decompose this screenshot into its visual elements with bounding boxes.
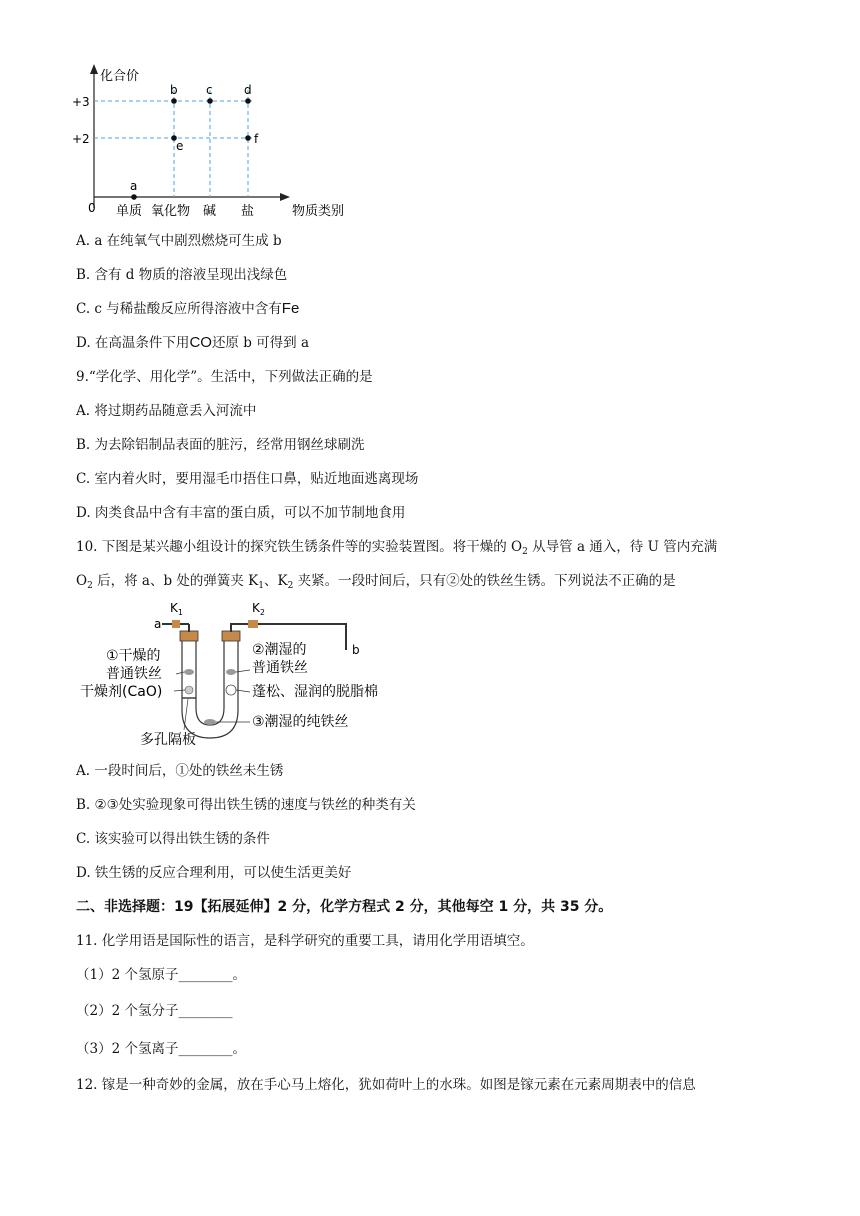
point-d [245, 98, 251, 104]
q10-option-b: B. ②③处实验现象可得出铁生锈的速度与铁丝的种类有关 [76, 797, 416, 813]
q10-option-d: D. 铁生锈的反应合理利用，可以使生活更美好 [76, 865, 352, 881]
q11-part1: （1）2 个氢原子________。 [76, 967, 246, 983]
q10-stem-line1 [76, 538, 717, 561]
leader-desiccant [174, 690, 185, 691]
u-tube-inner [196, 638, 224, 725]
point-label-e: e [176, 139, 184, 153]
label-k2: $K_2$ [252, 601, 265, 617]
pure-iron-wire [204, 719, 216, 725]
section-2-heading: 二、非选择题：19【拓展延伸】2 分，化学方程式 2 分，其他每空 1 分，共 35 分。 [76, 899, 613, 915]
point-c [207, 98, 213, 104]
left-stopper [180, 631, 198, 641]
q10-stem2-d: 夹紧。一段时间后，只有②处的铁丝生锈。下列说法不正确的是 [293, 573, 676, 589]
y-tick-plus3: +3 [72, 95, 90, 109]
clamp-k2 [248, 620, 258, 628]
q9-stem: 9.“学化学、用化学”。生活中，下列做法正确的是 [76, 369, 373, 385]
u-tube-diagram [76, 598, 416, 748]
q11-stem: 11. 化学用语是国际性的语言，是科学研究的重要工具，请用化学用语填空。 [76, 933, 534, 949]
q8-option-c [76, 300, 299, 318]
q11-part3: （3）2 个氢离子________。 [76, 1041, 246, 1057]
point-label-b: b [170, 83, 178, 97]
q8-option-d-post: 还原 b 可得到 a [211, 335, 310, 351]
dry-iron-wire [184, 669, 194, 675]
x-cat-salt: 盐 [241, 204, 255, 219]
q10-option-a: A. 一段时间后，①处的铁丝未生锈 [76, 763, 284, 779]
q9-option-b: B. 为去除铝制品表面的脏污，经常用钢丝球刷洗 [76, 437, 365, 453]
q10-stem2-c: 、K [264, 573, 288, 589]
q8-option-d-co: CO [189, 334, 212, 351]
q9-option-c: C. 室内着火时，要用湿毛巾捂住口鼻，贴近地面逃离现场 [76, 471, 419, 487]
label-1-line2: 普通铁丝 [106, 666, 162, 682]
label-k1: $K_1$ [170, 601, 183, 617]
x-axis-label: 物质类别 [292, 204, 345, 219]
q10-stem2-a: O [76, 573, 88, 589]
right-stopper [222, 631, 240, 641]
q10-stem2-b: 后，将 a、b 处的弹簧夹 K [92, 573, 259, 589]
point-label-f: f [254, 132, 259, 146]
x-axis-arrow [280, 193, 290, 201]
clamp-k1 [172, 620, 180, 628]
label-a: a [154, 617, 162, 631]
q10-stem2-sub: 2 [87, 581, 93, 591]
q8-option-c-fe: Fe [281, 300, 300, 317]
q10-stem1-sub: 2 [522, 547, 528, 557]
q10-stem2-sub1: 1 [258, 581, 264, 591]
label-1-line1: ①干燥的 [106, 648, 161, 664]
x-cat-element: 单质 [116, 204, 143, 219]
wet-cotton [226, 685, 236, 695]
label-cotton: 蓬松、湿润的脱脂棉 [252, 684, 378, 700]
q9-option-d: D. 肉类食品中含有丰富的蛋白质，可以不加节制地食用 [76, 505, 406, 521]
wet-iron-wire [226, 669, 236, 675]
y-axis-arrow [90, 64, 98, 74]
q9-option-a: A. 将过期药品随意丢入河流中 [76, 403, 257, 419]
q10-stem-line2 [76, 572, 676, 595]
label-2-line1: ②潮湿的 [252, 642, 307, 658]
valence-chart [70, 60, 410, 220]
q10-option-c: C. 该实验可以得出铁生锈的条件 [76, 831, 270, 847]
point-label-a: a [130, 179, 138, 193]
q8-option-a: A. a 在纯氧气中剧烈燃烧可生成 b [76, 233, 282, 249]
point-b [171, 98, 177, 104]
label-b: b [352, 643, 360, 657]
point-a [131, 194, 137, 200]
q10-stem1-b: 从导管 a 通入，待 U 管内充满 [527, 539, 718, 555]
label-2-line2: 普通铁丝 [252, 660, 308, 676]
x-cat-base: 碱 [203, 204, 217, 219]
label-desiccant: 干燥剂(CaO) [80, 684, 163, 700]
leader-plate [184, 699, 188, 730]
y-axis-label: 化合价 [100, 69, 140, 84]
q8-option-b: B. 含有 d 物质的溶液呈现出浅绿色 [76, 267, 288, 283]
x-cat-oxide: 氧化物 [151, 204, 191, 219]
q8-option-d-pre: D. 在高温条件下用 [76, 335, 190, 351]
point-f [245, 135, 251, 141]
y-tick-plus2: +2 [72, 132, 90, 146]
desiccant [185, 686, 193, 694]
point-label-d: d [244, 83, 252, 97]
q8-option-c-text: C. c 与稀盐酸反应所得溶液中含有 [76, 301, 282, 317]
label-3: ③潮湿的纯铁丝 [252, 714, 349, 730]
q12-stem: 12. 镓是一种奇妙的金属，放在手心马上熔化，犹如荷叶上的水珠。如图是镓元素在元素周期表中的信息 [76, 1077, 696, 1093]
leader-1 [176, 672, 184, 674]
q10-stem2-sub2: 2 [287, 581, 294, 591]
point-label-c: c [206, 83, 213, 97]
origin-label: 0 [88, 201, 96, 215]
q11-part2: （2）2 个氢分子________ [76, 1003, 233, 1019]
q10-stem1-a: 10. 下图是某兴趣小组设计的探究铁生锈条件等的实验装置图。将干燥的 O [76, 539, 523, 555]
q8-option-d [76, 334, 309, 352]
label-plate: 多孔隔板 [140, 732, 196, 748]
